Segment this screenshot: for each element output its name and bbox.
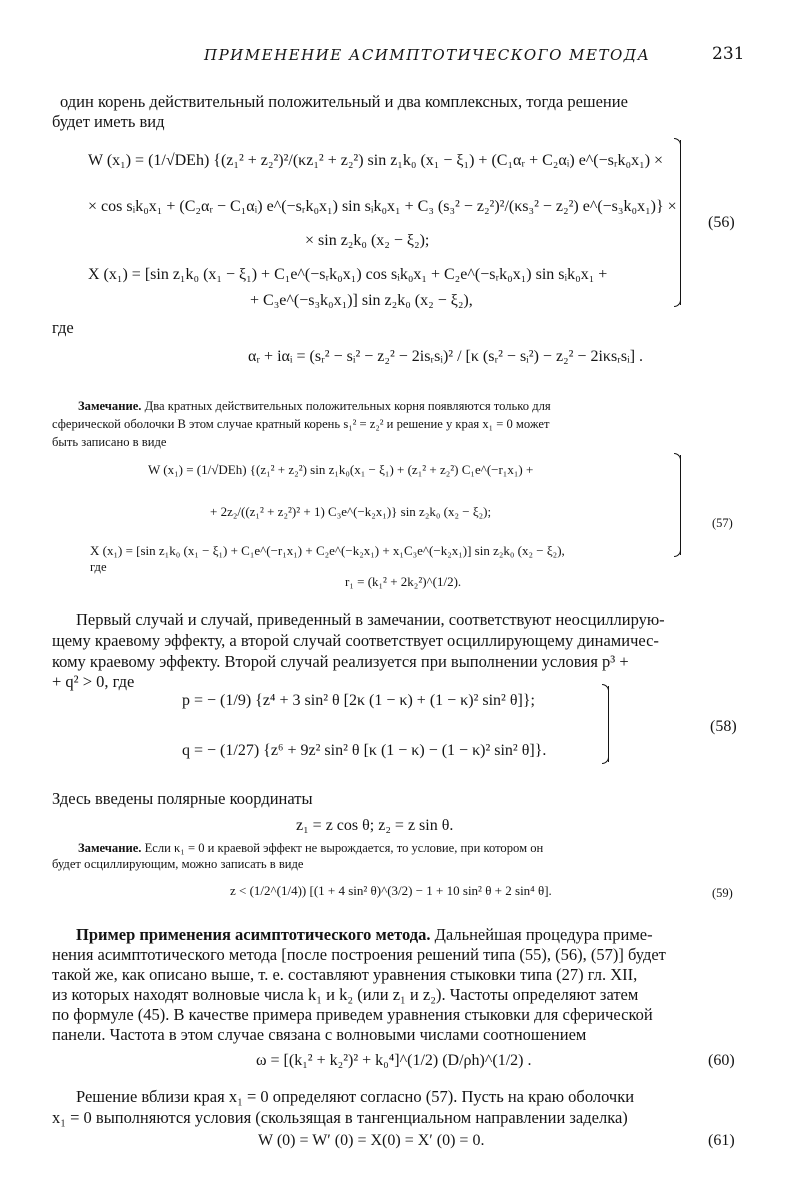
eq56-number: (56) [708,214,735,231]
remark1-line2: сферической оболочки В этом случае кратный корень s₁² = z₂² и решение у края x₁ = 0 может [52,417,550,431]
para2-line1: Первый случай и случай, приведенный в замечании, соответствуют неосциллирую- [76,610,665,629]
eq59-formula: z < (1/2^(1/4)) [(1 + 4 sin² θ)^(3/2) − 1 + 10 sin² θ + 2 sin⁴ θ]. [230,883,552,898]
remark1-label: Замечание. [78,399,142,413]
para1-line1: один корень действительный положительный и два комплексных, тогда решение [60,92,628,111]
para4-label: Пример применения асимптотического метода. [76,925,431,944]
para4-line3: такой же, как описано выше, т. е. составляют уравнения стыковки типа (27) гл. XII, [52,965,638,984]
eq59-number: (59) [712,886,733,900]
remark2-line1 [78,841,543,856]
eq58-line1: p = − (1/9) {z⁴ + 3 sin² θ [2κ (1 − κ) + (1 − κ)² sin² θ]}; [182,692,535,709]
eq56-line3: × sin z₂k₀ (x₂ − ξ₂); [305,232,430,249]
eq56-line4: X (x₁) = [sin z₁k₀ (x₁ − ξ₁) + C₁e^(−sᵣk₀x₁) cos sᵢk₀x₁ + C₂e^(−sᵣk₀x₁) sin sᵢk₀x₁ + [88,266,608,283]
eq56-line2: × cos sᵢk₀x₁ + (C₂αᵣ − C₁αᵢ) e^(−sᵣk₀x₁) sin sᵢk₀x₁ + C₃ (s₃² − z₂²)²/(κs₃² − z₂²) e^(−s₃k₀x₁)} × [88,198,677,215]
remark1-line3: быть записано в виде [52,435,167,449]
remark2-line2: будет осциллирующим, можно записать в виде [52,857,304,871]
remark1-line1 [78,399,551,414]
page-number: 231 [712,44,745,64]
para5-line2: x₁ = 0 выполняются условия (скользящая в тангенциальном направлении заделка) [52,1108,628,1127]
remark1-text1: Два кратных действительных положительных корня появляются только для [141,399,551,413]
remark2-label: Замечание. [78,841,142,855]
eq57-r1: r₁ = (k₁² + 2k₂²)^(1/2). [345,574,462,589]
eq57-number: (57) [712,516,733,530]
eq60-formula: ω = [(k₁² + k₂²)² + k₀⁴]^(1/2) (D/ρh)^(1/2) . [256,1052,532,1069]
eq-polar: z₁ = z cos θ; z₂ = z sin θ. [296,817,454,834]
eq57-line3: X (x₁) = [sin z₁k₀ (x₁ − ξ₁) + C₁e^(−r₁x₁) + C₂e^(−k₂x₁) + x₁C₃e^(−k₂x₁)] sin z₂k₀ (x₂ − ξ₂), [90,543,565,558]
eq56-line5: + C₃e^(−s₃k₀x₁)] sin z₂k₀ (x₂ − ξ₂), [250,292,473,309]
eq56-brace [672,140,681,305]
eq-alpha: αᵣ + iαᵢ = (sᵣ² − sᵢ² − z₂² − 2isᵣsᵢ)² / [κ (sᵣ² − sᵢ²) − z₂² − 2iκsᵣsᵢ] . [248,348,644,365]
para4-line1 [76,925,653,945]
para4-line4: из которых находят волновые числа k₁ и k₂ (или z₁ и z₂). Частоты определяют затем [52,985,639,1004]
eq56-line1: W (x₁) = (1/√DEh) {(z₁² + z₂²)²/(κz₁² + z₂²) sin z₁k₀ (x₁ − ξ₁) + (C₁αᵣ + C₂αᵢ) e^(−sᵣk₀x₁) × [88,152,664,169]
remark2-text1: Если κ₁ = 0 и краевой эффект не вырождается, то условие, при котором он [141,841,544,855]
running-title: ПРИМЕНЕНИЕ АСИМПТОТИЧЕСКОГО МЕТОДА [204,46,651,64]
where-label-1: где [52,318,74,337]
eq57-line2: + 2z₂/((z₁² + z₂²)² + 1) C₃e^(−k₂x₁)} sin z₂k₀ (x₂ − ξ₂); [210,504,492,519]
para4-text1: Дальнейшая процедура приме- [430,925,653,944]
eq58-line2: q = − (1/27) {z⁶ + 9z² sin² θ [κ (1 − κ) − (1 − κ)² sin² θ]}. [182,742,547,759]
para2-line2: щему краевому эффекту, а второй случай соответствует осциллирующему динамичес- [52,631,659,650]
para5-line1: Решение вблизи края x₁ = 0 определяют согласно (57). Пусть на краю оболочки [76,1087,635,1106]
eq61-formula: W (0) = W′ (0) = X(0) = X′ (0) = 0. [258,1132,485,1149]
para4-line2: нения асимптотического метода [после построения решений типа (55), (56), (57)] будет [52,945,666,964]
eq57-where: где [90,560,107,574]
para4-line6: панели. Частота в этом случае связана с волновыми числами соотношением [52,1025,587,1044]
eq57-line1: W (x₁) = (1/√DEh) {(z₁² + z₂²) sin z₁k₀(x₁ − ξ₁) + (z₁² + z₂²) C₁e^(−r₁x₁) + [148,462,534,477]
para4-line5: по формуле (45). В качестве примера приведем уравнения стыковки для сферической [52,1005,653,1024]
para3: Здесь введены полярные координаты [52,789,313,808]
para2-line4: + q² > 0, где [52,672,135,691]
eq58-number: (58) [710,718,737,735]
para1-line2: будет иметь вид [52,112,165,131]
eq58-brace [600,686,609,762]
eq57-brace [672,455,681,555]
eq60-number: (60) [708,1052,735,1069]
para2-line3: кому краевому эффекту. Второй случай реализуется при выполнении условия p³ + [52,652,629,671]
eq61-number: (61) [708,1132,735,1149]
